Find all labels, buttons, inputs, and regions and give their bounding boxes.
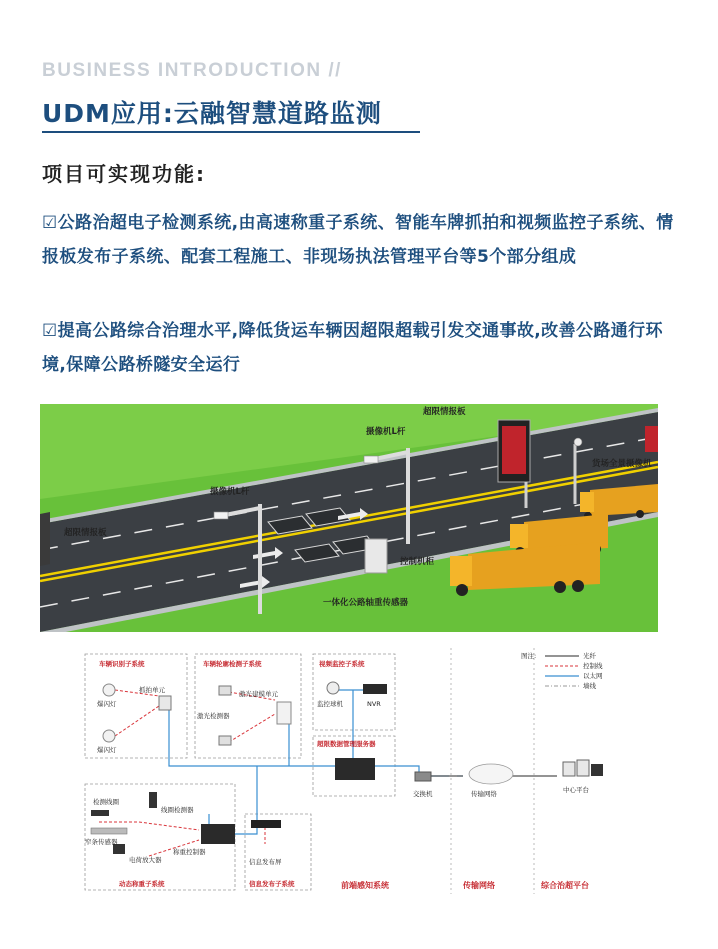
device-label: 抓拍单元 <box>139 686 165 694</box>
device-label: 线圈检测器 <box>161 806 194 814</box>
group-title: 车辆轮廓检测子系统 <box>203 660 262 668</box>
system-architecture-diagram <box>79 644 629 896</box>
road-label: 超限情报板 <box>64 528 107 538</box>
loop-detector-icon <box>149 792 157 808</box>
zone-label: 传输网络 <box>463 881 495 890</box>
transport-network-cloud-icon <box>469 764 513 784</box>
group-title: 动态称重子系统 <box>119 880 165 888</box>
feature-paragraph-1: ☑公路治超电子检测系统,由高速称重子系统、智能车牌抓拍和视频监控子系统、情报板发布子系统、配套工程施工、非现场执法管理平台等5个部分组成 <box>42 213 674 267</box>
group-title: 超限数据管理服务器 <box>317 740 376 748</box>
group-title: 车辆识别子系统 <box>99 660 145 668</box>
road-label: 控制机柜 <box>400 557 435 567</box>
camera-icon <box>214 512 228 519</box>
road-label: 一体化公路轴重传感器 <box>323 598 409 608</box>
device-label: 爆闪灯 <box>97 700 117 708</box>
flash-lamp-icon <box>103 730 115 742</box>
device-label: 传输网络 <box>471 790 497 798</box>
legend-item: 光纤 <box>583 652 596 660</box>
switch-icon <box>415 772 431 781</box>
page-title: UDM应用:云融智慧道路监测 <box>42 99 382 128</box>
device-label: NVR <box>367 700 381 708</box>
nvr-icon <box>363 684 387 694</box>
control-cabinet <box>365 539 387 573</box>
road-label: 摄像机L杆 <box>210 487 250 497</box>
device-label: 检测线圈 <box>93 798 119 806</box>
camera-icon <box>364 456 378 463</box>
detection-loop-icon <box>91 810 109 816</box>
legend-item: 控制线 <box>583 662 603 670</box>
dome-camera-icon <box>574 438 582 446</box>
legend-item: 墙线 <box>583 682 596 690</box>
device-label: 激光建模单元 <box>239 690 278 698</box>
server-icon <box>335 758 375 780</box>
device-label: 中心平台 <box>563 786 589 794</box>
road-label: 货场全景摄像机 <box>592 459 652 469</box>
device-label: 激光检测器 <box>197 712 230 720</box>
section-subheading: 项目可实现功能: <box>42 162 206 186</box>
weigh-controller-icon <box>201 824 235 844</box>
eyebrow-label: BUSINESS INTRODUCTION // <box>42 60 342 81</box>
device-label: 监控球机 <box>317 700 343 708</box>
road-illustration <box>40 404 658 632</box>
road-label: 摄像机L杆 <box>366 427 406 437</box>
overload-info-board-left <box>40 512 50 566</box>
info-screen-icon <box>251 820 281 828</box>
capture-unit-icon <box>159 696 171 710</box>
device-label: 交换机 <box>413 790 433 798</box>
legend-title: 图注: <box>521 652 537 660</box>
zone-label: 前端感知系统 <box>341 881 389 890</box>
device-label: 爆闪灯 <box>97 746 117 754</box>
flash-lamp-icon <box>103 684 115 696</box>
feature-paragraph-2: ☑提高公路综合治理水平,降低货运车辆因超限超载引发交通事故,改善公路通行环境,保障公路桥隧安全运行 <box>42 321 663 375</box>
road-label: 超限情报板 <box>423 407 466 417</box>
device-label: 窄条传感器 <box>85 838 118 846</box>
strip-sensor-icon <box>91 828 127 834</box>
legend-item: 以太网 <box>583 672 603 680</box>
group-title: 视频监控子系统 <box>319 660 365 668</box>
zone-label: 综合治超平台 <box>541 881 589 890</box>
device-label: 信息发布屏 <box>249 858 282 866</box>
device-label: 称重控制器 <box>173 848 206 856</box>
laser-model-unit-icon <box>277 702 291 724</box>
group-title: 信息发布子系统 <box>249 880 295 888</box>
title-underline <box>42 131 420 133</box>
dome-camera-icon <box>327 682 339 694</box>
device-label: 电荷放大器 <box>129 856 162 864</box>
